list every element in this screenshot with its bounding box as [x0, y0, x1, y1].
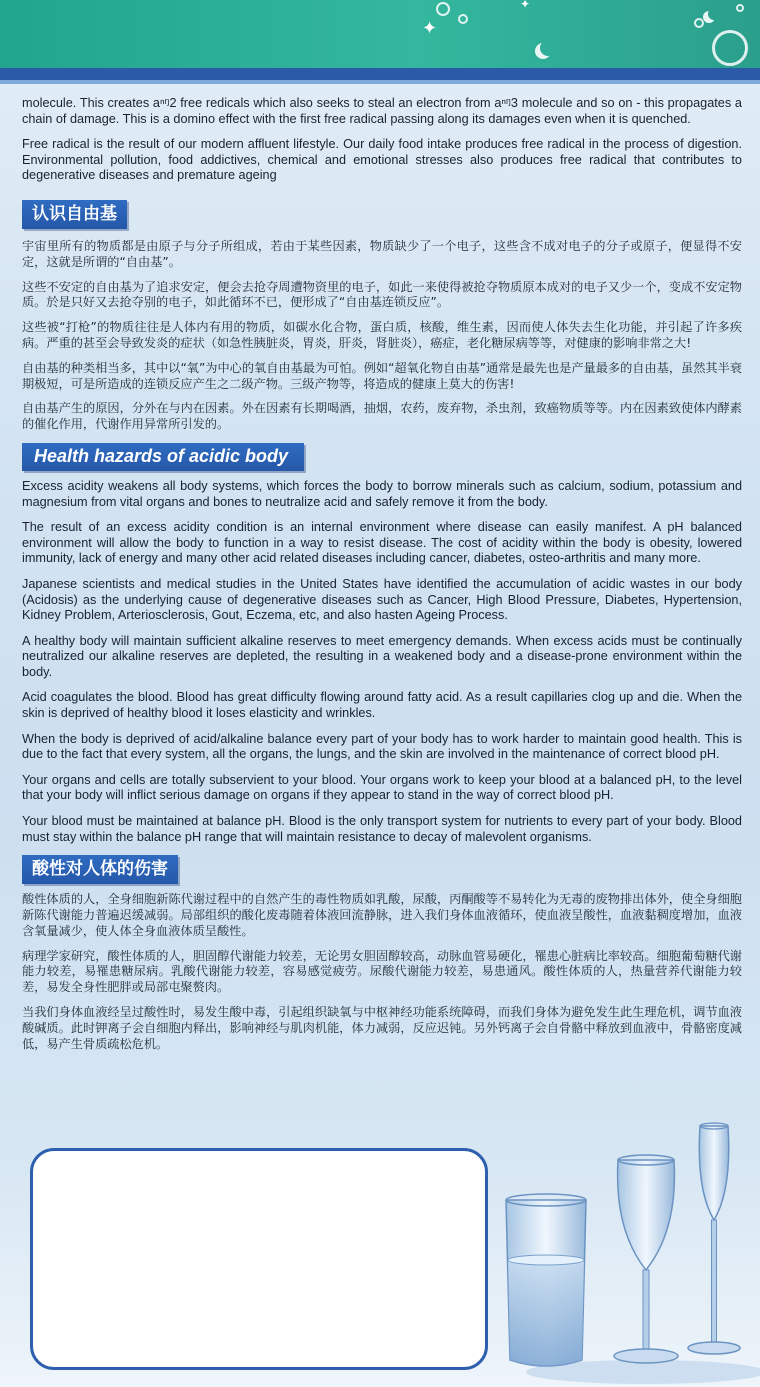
cn-paragraph: 宇宙里所有的物质都是由原子与分子所组成，若由于某些因素，物质缺少了一个电子，这些含不成对电子的分子或原子，便显得不安定，这就是所谓的“自由基”。 [22, 238, 742, 269]
intro-section [22, 96, 742, 184]
acid-harm-cn-section [22, 855, 742, 1052]
water-glass [506, 1194, 586, 1366]
cn-paragraph: 自由基产生的原因，分外在与内在因素。外在因素有长期喝酒，抽烟，农药，废弃物，杀虫剂，致癌物质等等。内在因素致使体内酵素的催化作用，代谢作用异常所引发的。 [22, 401, 742, 432]
section-heading: Health hazards of acidic body [22, 443, 304, 471]
en-paragraph: Your blood must be maintained at balance pH. Blood is the only transport system for nutrients to every part of your body. Blood must stay within the balance pH range that will maintain resistance to decay of malevolent organisms. [22, 814, 742, 844]
bubble-decoration [736, 4, 744, 12]
section-heading: 酸性对人体的伤害 [22, 855, 178, 884]
en-paragraph: A healthy body will maintain sufficient alkaline reserves to meet emergency demands. When excess acids must be continually neutralized our alkaline reserves are depleted, the resulting in a weakened body and a disease-prone environment within the body. [22, 633, 742, 679]
sparkle-icon: ✦ [520, 0, 531, 11]
glassware-illustration [496, 1120, 760, 1387]
blank-note-box [30, 1148, 488, 1370]
moon-decoration [708, 8, 720, 20]
en-paragraph: Japanese scientists and medical studies in the United States have identified the accumulation of acidic wastes in our body (Acidosis) as the underlying cause of degenerative diseases such as Cancer, High Blood Pressure, Diabetes, Hypertension, Kidney Problem, Arteriosclerosis, Gout, Eczema, etc, and also hasten Ageing Process. [22, 576, 742, 623]
bubble-decoration [436, 2, 450, 16]
health-hazards-section [22, 443, 742, 845]
main-content [22, 96, 742, 1061]
en-paragraph: The result of an excess acidity condition is an internal environment where disease can easily manifest. A pH balanced environment will allow the body to function in a way to resist disease. The cost of acidity within the body is obesity, lowered immunity, lack of energy and many other acid related diseases including cancer, diabetes, osteo-arthritis and many more. [22, 520, 742, 566]
cn-paragraph: 酸性体质的人，全身细胞新陈代谢过程中的自然产生的毒性物质如乳酸，尿酸，丙酮酸等不易转化为无毒的废物排出体外，使全身细胞新陈代谢能力普遍迟缓减弱。局部组织的酸化废毒随着体液回流静脉，进入我们身体血液循环，使血液呈酸性，血液黏稠度增加，血液含氧量减少，使人体全身血液体质呈酸性。 [22, 892, 742, 938]
intro-paragraph: Free radical is the result of our modern affluent lifestyle. Our daily food intake produces free radical in the process of digestion. Environmental pollution, food addictives, chemical and emotional stresses also produces free radical that contributes to degenerative diseases and premature ageing [22, 137, 742, 183]
bubble-decoration [694, 18, 704, 28]
cn-paragraph: 病理学家研究，酸性体质的人，胆固醇代谢能力较差，无论男女胆固醇较高，动脉血管易硬化，罹患心脏病比率较高。细胞葡萄糖代谢能力较差，易罹患糖尿病。乳酸代谢能力较差，容易感觉疲劳。尿酸代谢能力较差，易患通风。酸性体质的人，热量营养代谢能力较差，易发全身性肥胖或局部屯聚赘肉。 [22, 948, 742, 995]
champagne-flute [688, 1123, 740, 1354]
cn-paragraph: 当我们身体血液经呈过酸性时，易发生酸中毒，引起组织缺氧与中枢神经功能系统障碍，而我们身体为避免发生此生理危机，调节血液酸碱质。此时钾离子会自细胞内释出，影响神经与肌肉机能，体力减弱，反应迟钝。另外钙离子会自骨骼中释放到血液中，骨骼密度减低，易产生骨质疏松危机。 [22, 1005, 742, 1051]
section-heading: 认识自由基 [22, 200, 127, 229]
cn-paragraph: 这些不安定的自由基为了追求安定，便会去抢夺周遭物资里的电子，如此一来使得被抢夺物质原本成对的电子又少一个，变成不安定物质。於是只好又去抢夺别的电子，如此循环不已，便形成了“自由基连锁反应”。 [22, 279, 742, 310]
top-banner [0, 0, 760, 68]
wine-glass [614, 1155, 678, 1363]
en-paragraph: When the body is deprived of acid/alkaline balance every part of your body has to work harder to maintain good health. This is due to the fact that every system, all the organs, the lungs, and the skin are involved in the maintenance of correct blood pH. [22, 731, 742, 762]
sparkle-icon: ✦ [422, 18, 438, 39]
moon-decoration [540, 40, 556, 56]
cn-paragraph: 这些被“打枪”的物质往往是人体内有用的物质，如碳水化合物，蛋白质，核酸，维生素，因而使人体失去生化功能，并引起了许多疾病。严重的甚至会导致发炎的症状（如急性胰脏炎，胃炎，肝炎，肾脏炎），癌症，老化糖尿病等等，对健康的影响非常之大! [22, 320, 742, 350]
bubble-decoration [712, 30, 748, 66]
header-stripe-light [0, 80, 760, 84]
en-paragraph: Acid coagulates the blood. Blood has great difficulty flowing around fatty acid. As a result capillaries clog up and die. When the skin is deprived of healthy blood it loses elasticity and wrinkles. [22, 690, 742, 721]
en-paragraph: Excess acidity weakens all body systems, which forces the body to borrow minerals such as calcium, sodium, potassium and magnesium from vital organs and bones to neutralize acid and safely remove it from the body. [22, 478, 742, 509]
cn-paragraph: 自由基的种类相当多，其中以“氧”为中心的氧自由基最为可怕。例如“超氧化物自由基”通常是最先也是产量最多的自由基，虽然其半衰期极短，可是所造成的连锁反应产生之二级产物。三级产物等，将造成的健康上莫大的伤害! [22, 360, 742, 391]
bubble-decoration [458, 14, 468, 24]
free-radicals-cn-section [22, 200, 742, 433]
intro-paragraph: molecule. This creates aⁿᵑ2 free redicals which also seeks to steal an electron from aⁿᵑ3 molecule and so on - this propagates a chain of damage. This is a domino effect with the first free radical passing along its damages even when it is quenched. [22, 96, 742, 126]
header-stripe [0, 68, 760, 80]
en-paragraph: Your organs and cells are totally subservient to your blood. Your organs work to keep your blood at a balanced pH, to the level that your body will inflict serious damage on organs if they appear to stand in the way of correct blood pH. [22, 772, 742, 803]
